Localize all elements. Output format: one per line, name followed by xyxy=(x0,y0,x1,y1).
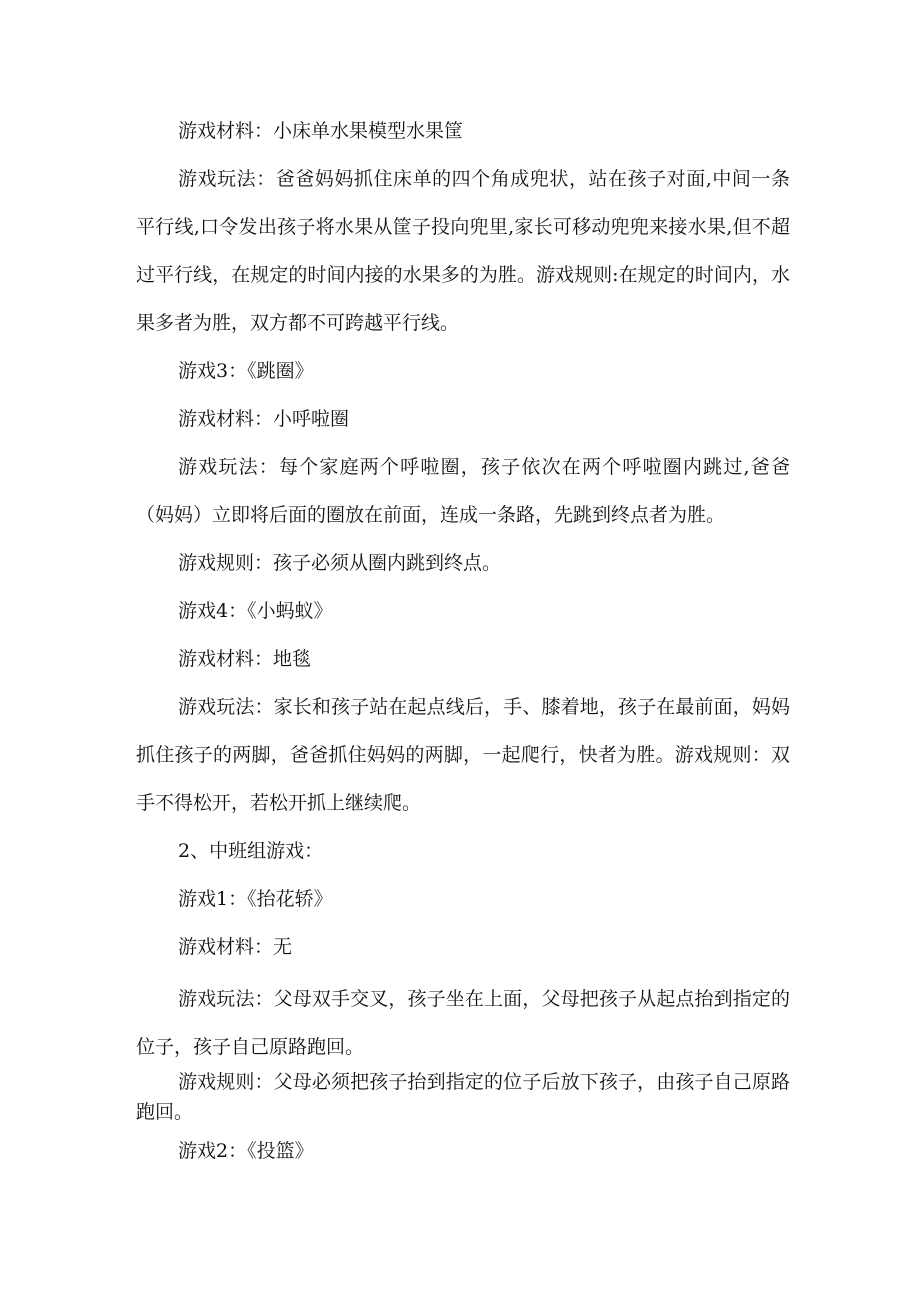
paragraph-play-game4: 游戏玩法：家长和孩子站在起点线后，手、膝着地，孩子在最前面，妈妈抓住孩子的两脚，爸爸抓住妈妈的两脚，一起爬行，快者为胜。游戏规则：双手不得松开，若松开抓上继续爬。 xyxy=(136,696,790,814)
paragraph-play-game3: 游戏玩法：每个家庭两个呼啦圈，孩子依次在两个呼啦圈内跳过,爸爸（妈妈）立即将后面的圈放在前面，连成一条路，先跳到终点者为胜。 xyxy=(136,456,790,526)
heading-middle-game2: 游戏2：《投篮》 xyxy=(178,1140,314,1162)
paragraph-rules-middle-game1: 游戏规则：父母必须把孩子抬到指定的位子后放下孩子，由孩子自己原路跑回。 xyxy=(136,1071,790,1123)
paragraph-materials-middle-game1: 游戏材料：无 xyxy=(178,936,293,958)
heading-game4: 游戏4：《小蚂蚁》 xyxy=(178,600,333,622)
heading-game3: 游戏3：《跳圈》 xyxy=(178,360,314,382)
paragraph-materials-game4: 游戏材料：地毯 xyxy=(178,648,312,670)
paragraph-rules-game2: 游戏玩法：爸爸妈妈抓住床单的四个角成兜状，站在孩子对面,中间一条平行线,口令发出孩子将水果从筐子投向兜里,家长可移动兜兜来接水果,但不超过平行线，在规定的时间内接的水果多的为胜。游戏规则:在规定的时间内，水果多者为胜，双方都不可跨越平行线。 xyxy=(136,168,790,334)
section-heading-middle-class: 2、中班组游戏： xyxy=(178,840,324,862)
paragraph-rules-game3: 游戏规则：孩子必须从圈内跳到终点。 xyxy=(178,552,502,574)
paragraph-materials-game2: 游戏材料：小床单水果模型水果筐 xyxy=(178,120,464,142)
paragraph-play-middle-game1: 游戏玩法：父母双手交叉，孩子坐在上面，父母把孩子从起点抬到指定的位子，孩子自己原路跑回。 xyxy=(136,988,790,1058)
heading-middle-game1: 游戏1：《抬花轿》 xyxy=(178,888,333,910)
paragraph-materials-game3: 游戏材料：小呼啦圈 xyxy=(178,408,350,430)
